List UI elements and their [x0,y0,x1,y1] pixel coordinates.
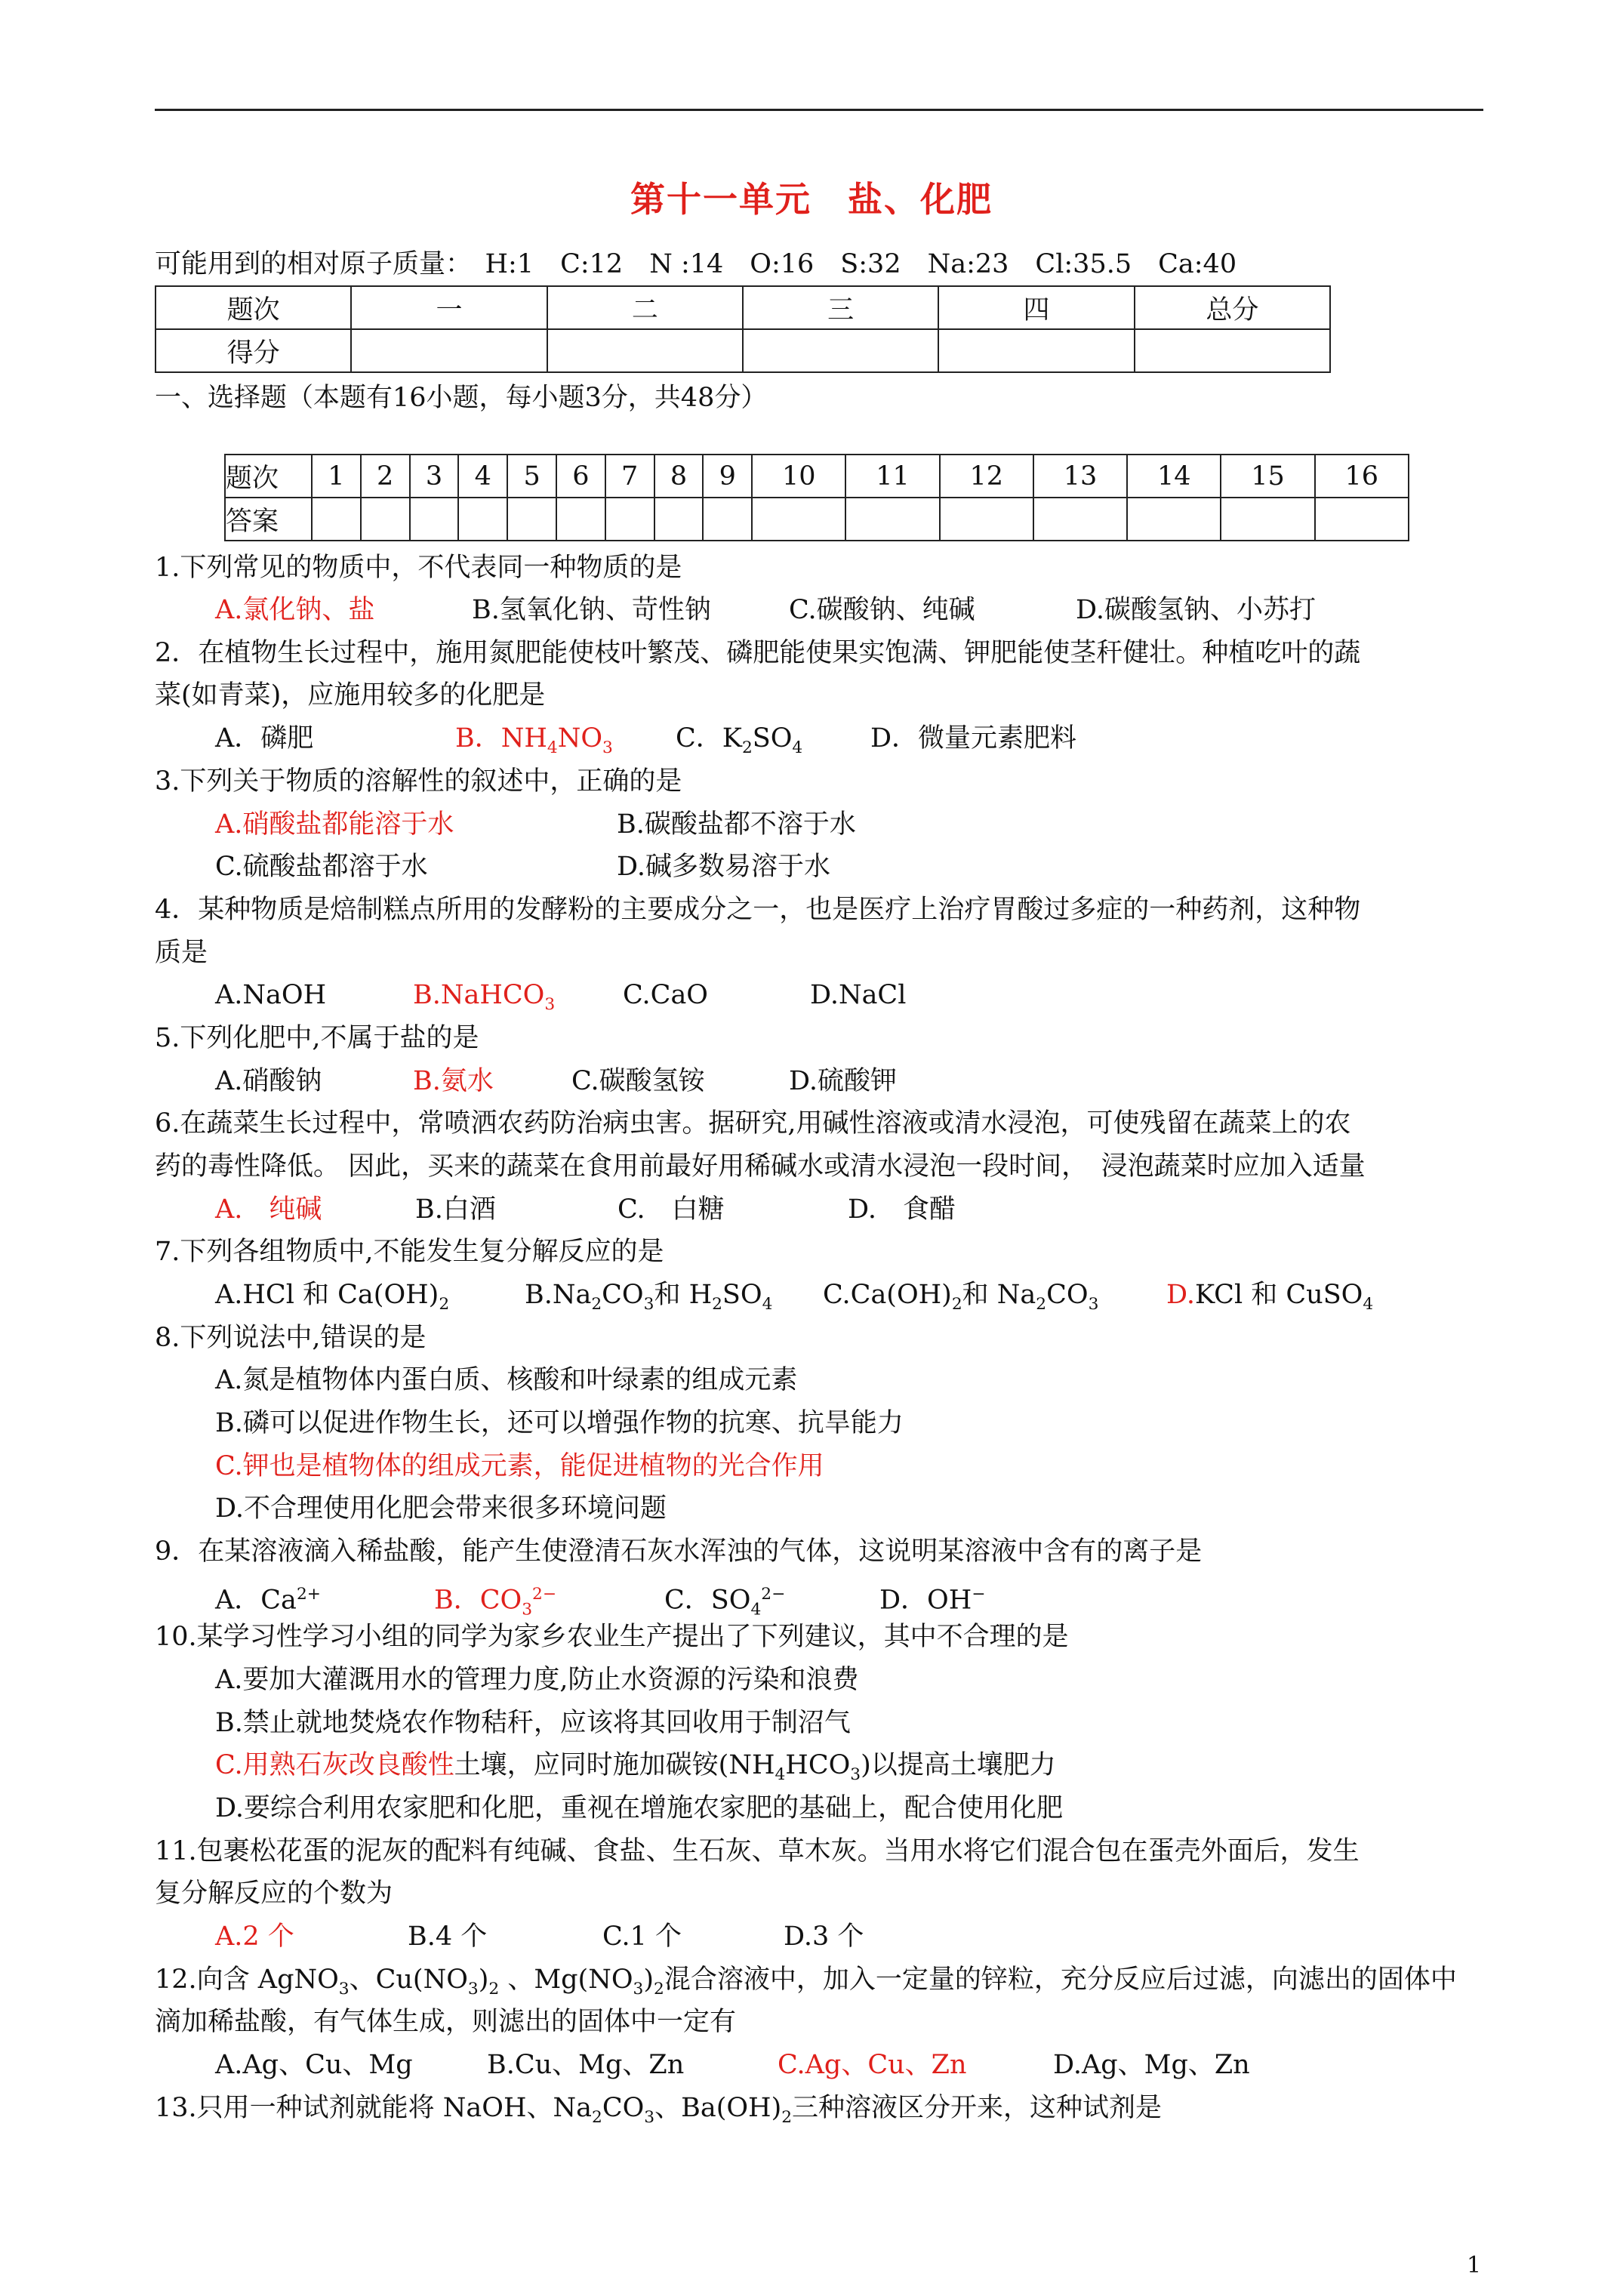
question-12-stem-cont: 滴加稀盐酸，有气体生成，则滤出的固体中一定有 [155,2007,737,2037]
question-11-options [215,1918,864,1955]
option-c: C.碳酸钠、纯碱 [789,595,975,625]
option-d: D．微量元素肥料 [870,723,1077,754]
option-b: B.氨水 [413,1066,494,1096]
option-a: A．磷肥 [215,723,314,754]
option-d: D.硫酸钾 [789,1066,897,1096]
option-a: A. 纯碱 [215,1194,322,1225]
option-d: D.Ag、Mg、Zn [1053,2050,1250,2080]
answer-row-label: 答案 [225,498,312,541]
option-a: A．$Ca^{2+}$ [215,1585,321,1616]
option-d: D. 食醋 [848,1194,956,1225]
option-b: $B.Na_2CO_3$和 $H_2SO_4$ [525,1280,773,1314]
question-number: 12 [940,455,1033,498]
option-c: C.Ag、Cu、Zn [778,2050,967,2080]
answer-header-label: 题次 [225,455,312,498]
question-8-stem: 8.下列说法中,错误的是 [155,1323,427,1353]
option-a: A.Ag、Cu、Mg [215,2050,413,2080]
score-cell[interactable] [938,329,1134,372]
answer-cell[interactable] [458,498,507,541]
question-9-stem: 9．在某溶液滴入稀盐酸，能产生使澄清石灰水浑浊的气体，这说明某溶液中含有的离子是 [155,1536,1203,1567]
question-number: 13 [1033,455,1127,498]
option-c: C.碳酸氢铵 [571,1066,705,1096]
table-row [156,286,1330,329]
answer-cell[interactable] [845,498,939,541]
question-2-options [215,720,1076,767]
option-c: C．$K_2SO_4$ [676,723,803,757]
question-6-stem-cont: 药的毒性降低。 因此，买来的蔬菜在食用前最好用稀碱水或清水浸泡一段时间， 浸泡蔬菜时应加入适量 [155,1151,1366,1182]
option-d: D.不合理使用化肥会带来很多环境问题 [215,1493,667,1524]
header-rule [155,109,1483,111]
option-c: C.CaO [623,980,708,1010]
option-c: C.用熟石灰改良酸性土壤，应同时施加碳铵$(NH_4HCO_3)$以提高土壤肥力 [215,1750,1056,1784]
question-number: 6 [556,455,605,498]
table-row [156,329,1330,372]
score-header: 二 [547,286,743,329]
option-b: B．$CO_3^{2-}$ [434,1585,556,1620]
option-b: B.氢氧化钠、苛性钠 [472,595,711,625]
option-a: A.HCl 和 $Ca(OH)_2$ [215,1280,450,1314]
option-a: A.2 个 [215,1922,294,1952]
answer-cell[interactable] [312,498,361,541]
answer-cell[interactable] [1033,498,1127,541]
answer-cell[interactable] [410,498,459,541]
atomic-masses: 可能用到的相对原子质量： H:1 C:12 N :14 O:16 S:32 Na:23 Cl:35.5 Ca:40 [155,249,1237,279]
option-a: A.氮是植物体内蛋白质、核酸和叶绿素的组成元素 [215,1365,798,1395]
question-7-stem: 7.下列各组物质中,不能发生复分解反应的是 [155,1237,664,1267]
option-d: D.NaCl [810,980,907,1010]
answer-cell[interactable] [556,498,605,541]
score-cell[interactable] [1135,329,1330,372]
question-number: 7 [605,455,654,498]
option-a: A.氯化钠、盐 [215,595,375,625]
question-number: 14 [1127,455,1221,498]
question-5-options [215,1062,897,1100]
score-header: 四 [938,286,1134,329]
option-d: D．OH− [879,1585,986,1616]
score-header: 三 [743,286,938,329]
answer-cell[interactable] [752,498,845,541]
table-row [225,455,1409,498]
question-4-options [215,976,906,1024]
score-header: 题次 [156,286,351,329]
answer-cell[interactable] [1315,498,1409,541]
option-b: B.Cu、Mg、Zn [487,2050,685,2080]
question-number: 4 [458,455,507,498]
score-row-label: 得分 [156,329,351,372]
question-11-stem: 11.包裹松花蛋的泥灰的配料有纯碱、食盐、生石灰、草木灰。当用水将它们混合包在蛋壳外面后，发生 [155,1836,1360,1866]
option-b: B．$NH_4NO_3$ [455,723,613,757]
question-3-options-cd [215,848,830,886]
option-c: C.硫酸盐都溶于水 [215,852,428,882]
option-b: B.磷可以促进作物生长，还可以增强作物的抗寒、抗旱能力 [215,1408,904,1438]
option-a: A.NaOH [215,980,327,1010]
option-d: D.碱多数易溶于水 [617,852,830,882]
question-1-options [215,591,1316,629]
option-d: D.要综合利用农家肥和化肥，重视在增施农家肥的基础上，配合使用化肥 [215,1793,1063,1823]
answer-table [224,454,1409,541]
option-b: B.白酒 [415,1194,496,1225]
option-c: C．$SO_4^{2-}$ [664,1585,786,1620]
answer-cell[interactable] [1221,498,1314,541]
option-d: D.KCl 和 CuSO$_4$ [1166,1280,1374,1314]
question-number: 9 [703,455,752,498]
option-a: A.硝酸盐都能溶于水 [215,809,454,840]
score-cell[interactable] [351,329,547,372]
question-2-stem-cont: 菜(如青菜)，应施用较多的化肥是 [155,680,546,710]
option-a: A.硝酸钠 [215,1066,322,1096]
section-heading: 一、选择题（本题有16小题，每小题3分，共48分） [155,383,768,413]
question-number: 1 [312,455,361,498]
question-number: 3 [410,455,459,498]
answer-cell[interactable] [654,498,704,541]
question-number: 16 [1315,455,1409,498]
question-number: 11 [845,455,939,498]
question-12-stem: 12.向含 AgNO$_3$、$Cu(NO_3)_2$ 、$Mg(NO_3)_2$混合溶液中，加入一定量的锌粒，充分反应后过滤，向滤出的固体中 [155,1965,1457,1999]
option-b: B.碳酸盐都不溶于水 [617,809,856,840]
question-3-options-ab [215,806,856,843]
option-b: B.NaHCO$_3$ [413,980,556,1014]
question-number: 15 [1221,455,1314,498]
option-d: D.碳酸氢钠、小苏打 [1076,595,1316,625]
option-a: A.要加大灌溉用水的管理力度,防止水资源的污染和浪费 [215,1665,859,1695]
question-6-options [215,1191,956,1228]
option-b: B.4 个 [408,1922,488,1952]
answer-cell[interactable] [605,498,654,541]
question-number: 2 [361,455,410,498]
question-2-stem: 2．在植物生长过程中，施用氮肥能使枝叶繁茂、磷肥能使果实饱满、钾肥能使茎秆健壮。种植吃叶的蔬 [155,638,1361,668]
option-c: $C.Ca(OH)_2$和 $Na_2CO_3$ [823,1280,1099,1314]
question-number: 8 [654,455,704,498]
option-c: C. 白糖 [617,1194,725,1225]
question-number: 5 [507,455,556,498]
score-table [155,285,1331,373]
question-4-stem: 4．某种物质是焙制糕点所用的发酵粉的主要成分之一，也是医疗上治疗胃酸过多症的一种药剂，这种物 [155,895,1361,925]
score-header: 总分 [1135,286,1330,329]
page-title: 第十一单元 盐、化肥 [630,179,993,220]
question-5-stem: 5.下列化肥中,不属于盐的是 [155,1023,479,1053]
answer-cell[interactable] [361,498,410,541]
score-cell[interactable] [743,329,938,372]
table-row [225,498,1409,541]
option-b: B.禁止就地焚烧农作物秸秆，应该将其回收用于制沼气 [215,1708,851,1738]
question-13-stem: 13.只用一种试剂就能将 NaOH、$Na_2CO_3$、$Ba(OH)_2$三种溶液区分开来，这种试剂是 [155,2093,1163,2127]
question-4-stem-cont: 质是 [155,938,208,968]
option-d: D.3 个 [784,1922,864,1952]
question-3-stem: 3.下列关于物质的溶解性的叙述中，正确的是 [155,766,682,797]
answer-cell[interactable] [703,498,752,541]
answer-cell[interactable] [1127,498,1221,541]
answer-cell[interactable] [940,498,1033,541]
question-6-stem: 6.在蔬菜生长过程中，常喷洒农药防治病虫害。据研究,用碱性溶液或清水浸泡，可使残留在蔬菜上的农 [155,1108,1351,1139]
question-11-stem-cont: 复分解反应的个数为 [155,1878,393,1909]
question-7-options [215,1276,1373,1324]
score-cell[interactable] [547,329,743,372]
option-c: C.1 个 [602,1922,682,1952]
option-c: C.钾也是植物体的组成元素，能促进植物的光合作用 [215,1451,824,1481]
question-1-stem: 1.下列常见的物质中，不代表同一种物质的是 [155,553,682,583]
answer-cell[interactable] [507,498,556,541]
score-header: 一 [351,286,547,329]
question-10-stem: 10.某学习性学习小组的同学为家乡农业生产提出了下列建议，其中不合理的是 [155,1622,1069,1652]
page-number: 1 [1467,2252,1482,2279]
question-12-options [215,2046,1250,2084]
question-number: 10 [752,455,845,498]
